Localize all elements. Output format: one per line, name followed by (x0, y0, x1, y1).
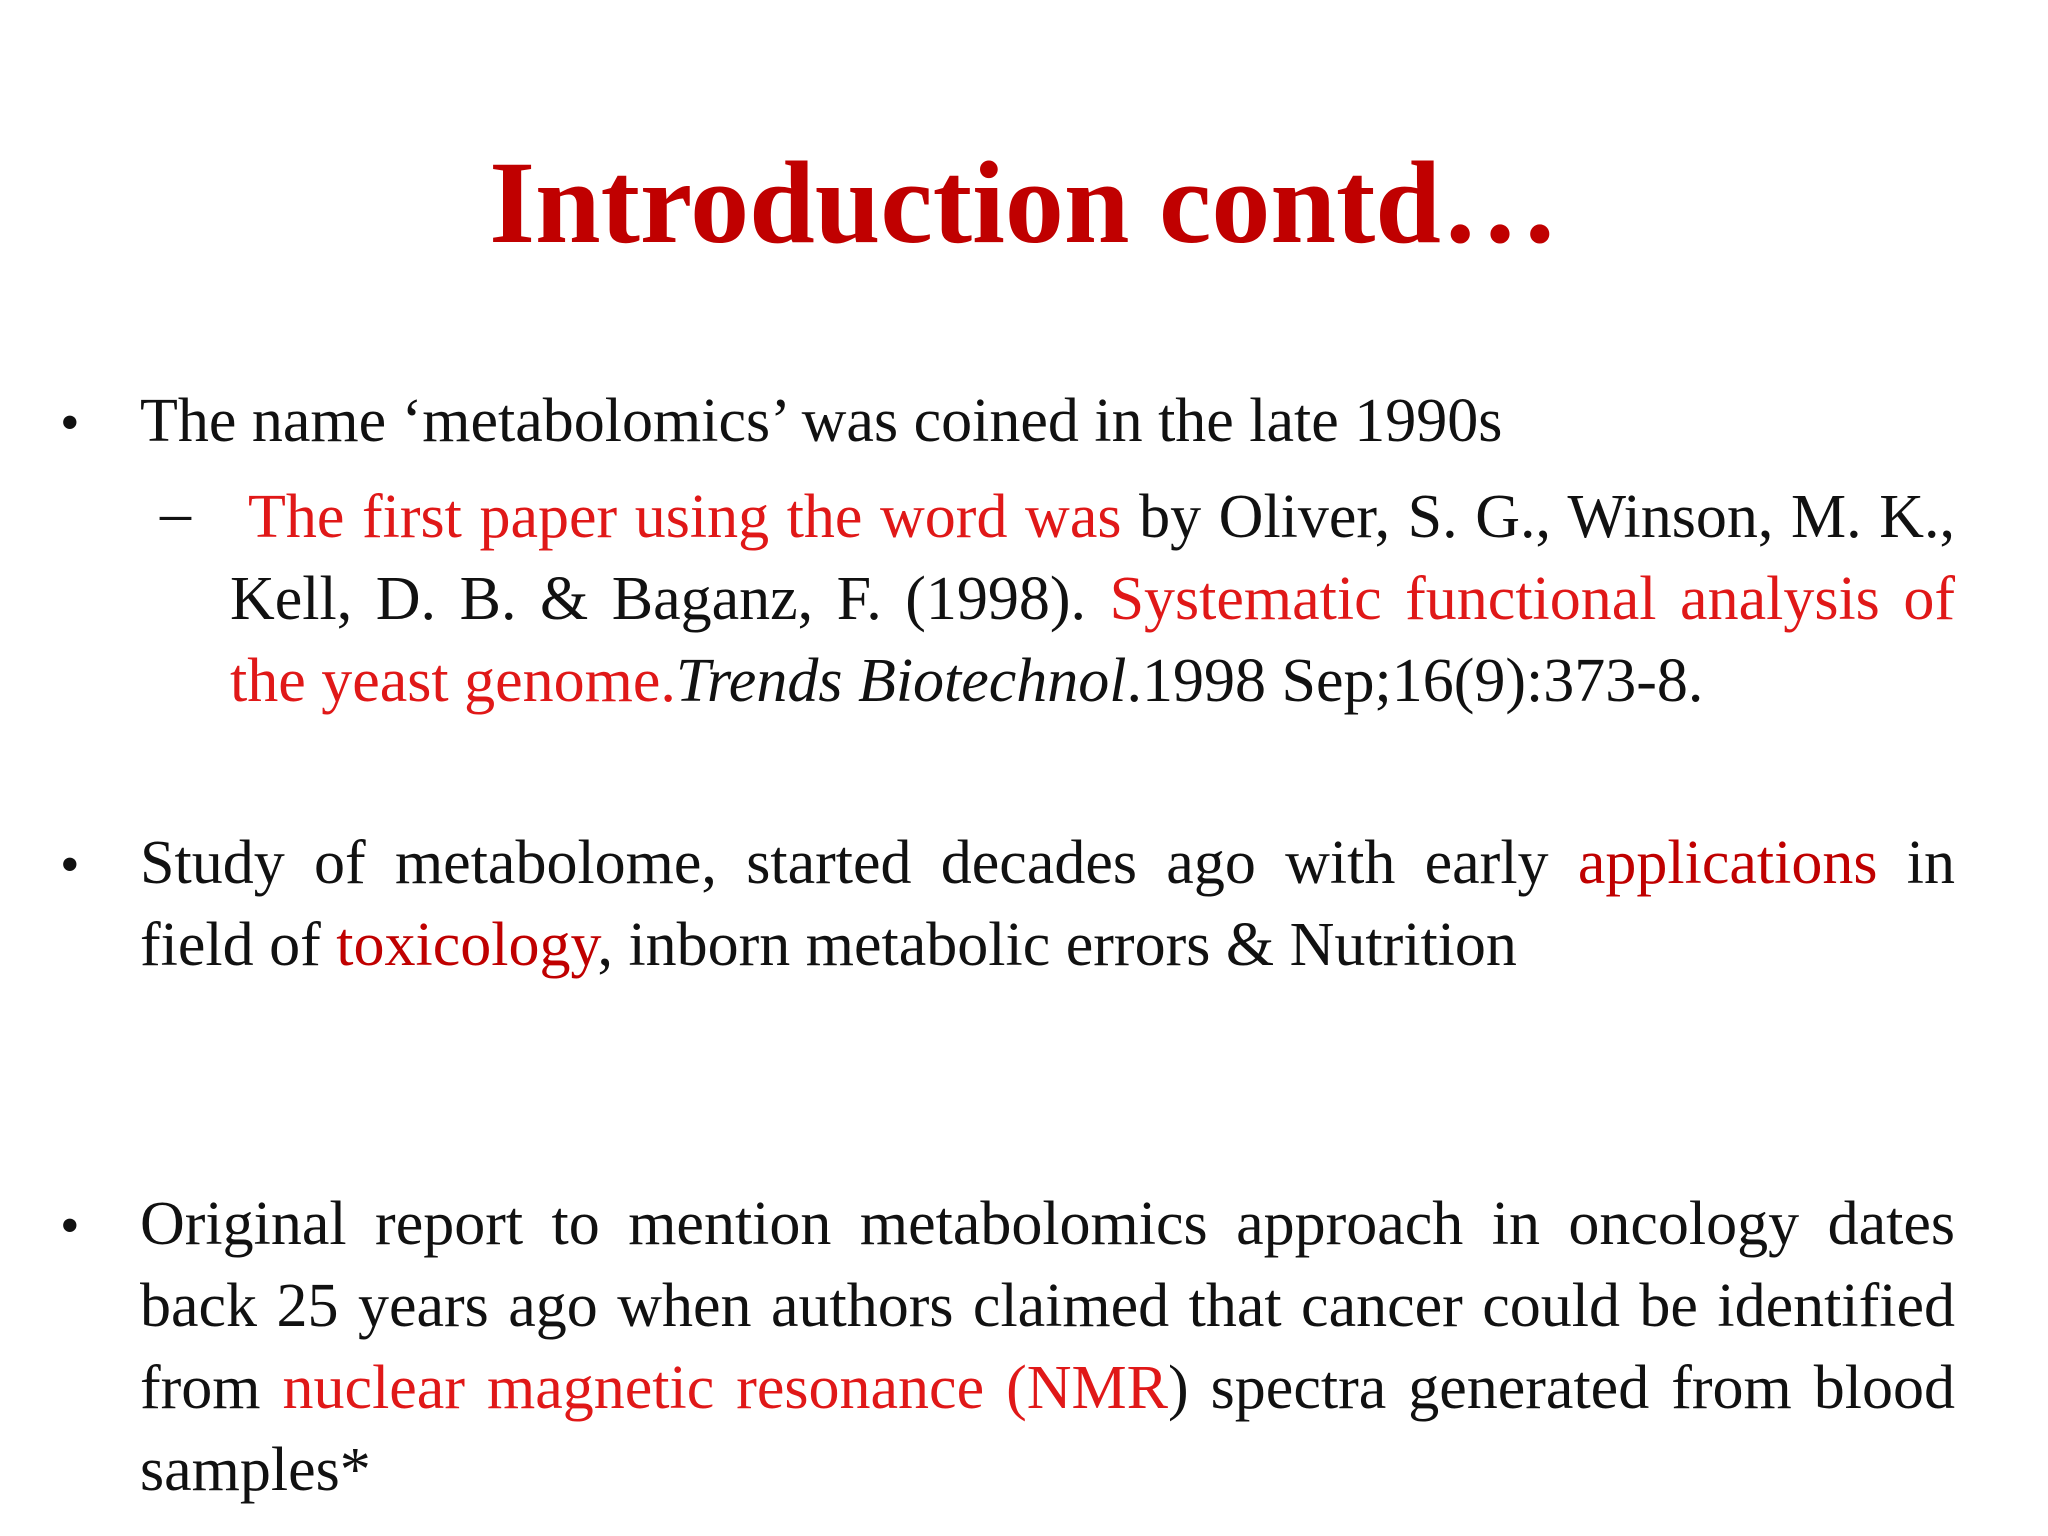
sub-bullet-citation-tail: .1998 Sep;16(9):373-8. (1126, 647, 1704, 715)
bullet-1-text: The name ‘metabolomics’ was coined in the late 1990s (140, 387, 1503, 455)
bullet-2-applications: applications (1577, 829, 1878, 897)
bullet-2-glyph: • (60, 834, 80, 896)
sub-bullet-authors: by Oliver, S. G., Winson, M. K., Kell, D. B. & Baganz, F. (1998). (230, 483, 1956, 633)
bullet-2-part-1: Study of metabolome, started decades ago with early (140, 829, 1578, 897)
bullet-2-toxicology: toxicology (336, 911, 598, 979)
sub-bullet-lead-text: The first paper using the word was (248, 483, 1122, 551)
bullet-3-glyph: • (60, 1195, 80, 1257)
sub-bullet-citation (230, 476, 1955, 722)
slide-title: Introduction contd… (489, 137, 1559, 268)
bullet-3-part-1: Original report to mention metabolomics approach in oncology dates back 25 years ago when authors claimed that cancer could be identified from (140, 1190, 1955, 1422)
sub-bullet-paper-title: Systematic functional analysis of the yeast genome. (230, 565, 1955, 715)
bullet-2-part-2: in field of (140, 829, 1955, 979)
bullet-3-nmr: nuclear magnetic resonance (NMR (282, 1354, 1169, 1422)
bullet-2-text (140, 822, 1955, 986)
sub-bullet-dash-glyph: – (160, 479, 191, 547)
bullet-3-part-2: ) spectra generated from blood samples* (140, 1354, 1955, 1504)
sub-bullet-journal: Trends Biotechnol (675, 647, 1127, 715)
bullet-1-glyph: • (60, 392, 80, 454)
bullet-3-text (140, 1183, 1955, 1511)
bullet-2-part-3: , inborn metabolic errors & Nutrition (597, 911, 1517, 979)
